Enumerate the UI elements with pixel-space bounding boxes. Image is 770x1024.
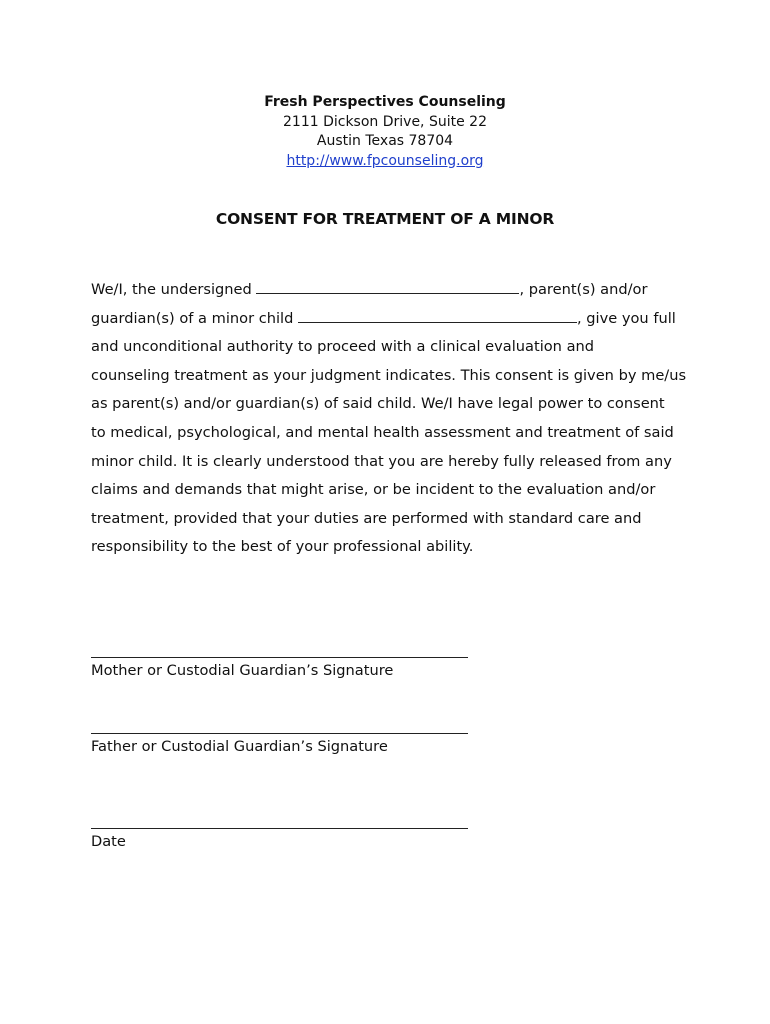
mother-signature-line[interactable] xyxy=(91,657,468,658)
father-signature-label: Father or Custodial Guardian’s Signature xyxy=(91,738,388,755)
father-signature-line[interactable] xyxy=(91,733,468,734)
website-link[interactable]: http://www.fpcounseling.org xyxy=(286,152,484,169)
address-line-1: 2111 Dickson Drive, Suite 22 xyxy=(283,113,487,130)
father-signature-block xyxy=(91,733,468,755)
body-text: We/I, the undersigned xyxy=(91,281,252,298)
address-line-2: Austin Texas 78704 xyxy=(316,133,454,149)
body-line: and unconditional authority to proceed with a clinical evaluation and xyxy=(91,338,595,356)
body-line: treatment, provided that your duties are performed with standard care and xyxy=(91,509,642,527)
date-line[interactable] xyxy=(91,828,468,829)
document-title: CONSENT FOR TREATMENT OF A MINOR xyxy=(215,210,555,228)
consent-body xyxy=(91,276,691,562)
undersigned-name-blank[interactable] xyxy=(256,277,519,294)
mother-signature-block xyxy=(91,657,468,679)
body-text: , give you full xyxy=(577,309,676,327)
date-label: Date xyxy=(91,833,126,850)
organization-name: Fresh Perspectives Counseling xyxy=(264,94,506,110)
body-line xyxy=(91,305,691,334)
body-line: claims and demands that might arise, or be incident to the evaluation and/or xyxy=(91,481,656,499)
body-line: minor child. It is clearly understood that you are hereby fully released from any xyxy=(91,452,672,470)
body-line: responsibility to the best of your professional ability. xyxy=(91,538,474,556)
body-text: , parent(s) and/or xyxy=(519,281,648,298)
body-line: as parent(s) and/or guardian(s) of said child. We/I have legal power to consent xyxy=(91,395,665,413)
date-block xyxy=(91,828,468,850)
letterhead xyxy=(0,93,770,171)
body-line: to medical, psychological, and mental health assessment and treatment of said xyxy=(91,423,674,441)
body-line xyxy=(91,276,691,305)
body-text: guardian(s) of a minor child xyxy=(91,309,294,327)
mother-signature-label: Mother or Custodial Guardian’s Signature xyxy=(91,662,394,679)
minor-child-name-blank[interactable] xyxy=(298,306,577,323)
body-line: counseling treatment as your judgment indicates. This consent is given by me/us xyxy=(91,366,687,384)
